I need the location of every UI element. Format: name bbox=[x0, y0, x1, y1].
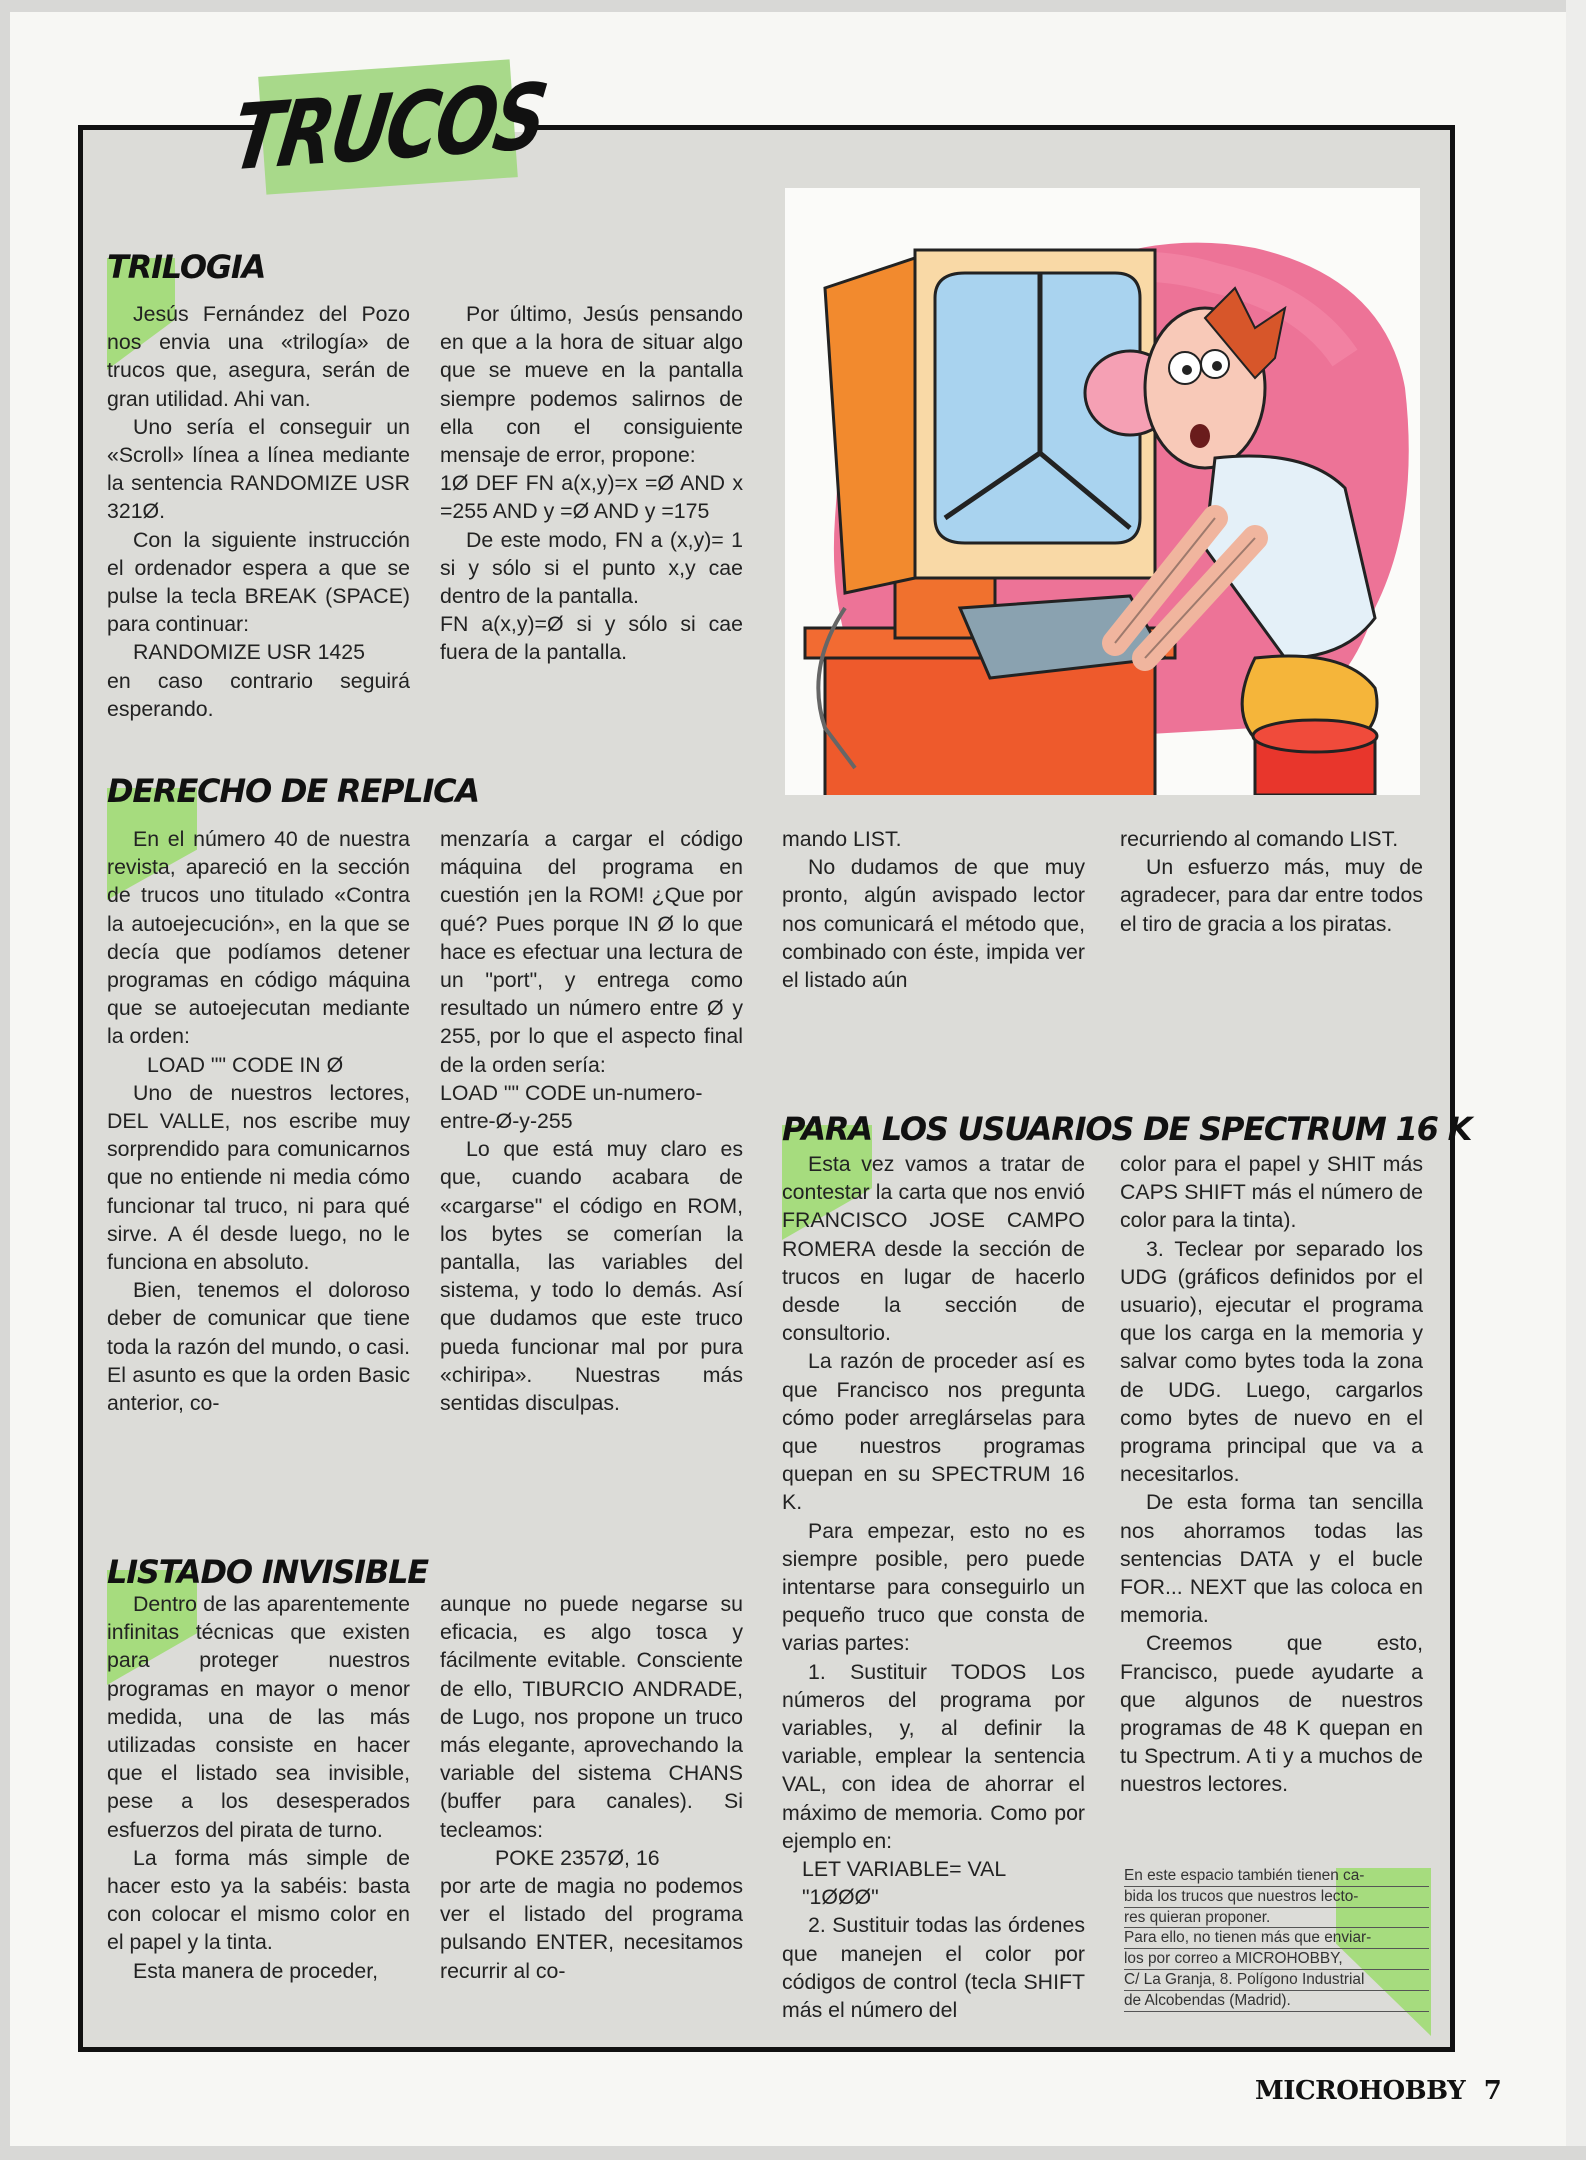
paragraph: Uno sería el conseguir un «Scroll» línea a línea mediante la sentencia RANDOMIZE USR 321Ø. bbox=[107, 414, 410, 524]
paragraph: Bien, tenemos el doloroso deber de comunicar que tiene toda la razón del mundo, o casi. El asunto es que la orden Basic anterior, co- bbox=[107, 1278, 410, 1416]
paragraph: Creemos que esto, Francisco, puede ayudarte a que algunos de nuestros programas de 48 K quepan en tu Spectrum. A ti y a muchos de nuestros lectores. bbox=[1120, 1631, 1423, 1797]
derecho-column-2 bbox=[440, 825, 743, 1417]
code-line: RANDOMIZE USR 1425 bbox=[133, 640, 365, 665]
code-line: LOAD "" CODE un-numero-entre-Ø-y-255 bbox=[440, 1080, 703, 1134]
page-edge-top bbox=[0, 0, 1586, 12]
note-line: En este espacio también tienen ca- bbox=[1124, 1866, 1429, 1887]
cartoon-illustration bbox=[785, 188, 1420, 795]
page-edge-left bbox=[0, 0, 10, 2160]
code-line: LET VARIABLE= VAL "1ØØØ" bbox=[802, 1857, 1006, 1910]
derecho-column-1 bbox=[107, 825, 410, 1417]
list-item: 1. Sustituir TODOS Los números del programa por variables, y, al definir la variable, emplear la sentencia VAL, con idea de ahorrar el máximo de memoria. Como por ejemplo en: bbox=[782, 1659, 1085, 1853]
heading-spectrum-16k: PARA LOS USUARIOS DE SPECTRUM 16 K bbox=[782, 1110, 1472, 1148]
heading-listado-invisible: LISTADO INVISIBLE bbox=[107, 1553, 428, 1591]
page-footer bbox=[1255, 2076, 1501, 2106]
paragraph: aunque no puede negarse su eficacia, es algo tosca y fácilmente evitable. Consciente de ello, TIBURCIO ANDRADE, de Lugo, nos propone un truco más elegante, aprovechando la variable del sistema CHANS (buffer para canales). Si tecleamos: bbox=[440, 1592, 743, 1842]
section-title: TRUCOS bbox=[225, 63, 551, 191]
paragraph: por arte de magia no podemos ver el listado del programa pulsando ENTER, necesitamos recurrir al co- bbox=[440, 1874, 743, 1983]
paragraph: Por último, Jesús pensando en que a la hora de situar algo que se mueve en la pantalla siempre podemos salirnos de ella con el consiguiente mensaje de error, propone: bbox=[440, 302, 743, 468]
paragraph: recurriendo al comando LIST. bbox=[1120, 827, 1399, 851]
page-number: 7 bbox=[1483, 2076, 1502, 2106]
paragraph: mando LIST. bbox=[782, 827, 902, 851]
list-item: 3. Teclear por separado los UDG (gráficos definidos por el usuario), ejecutar el programa que los carga en la memoria y salvar como bytes toda la zona de UDG. Luego, cargarlos como bytes de nuevo en el programa principal que va a necesitarlos. bbox=[1120, 1236, 1423, 1487]
code-line: LOAD "" CODE IN Ø bbox=[147, 1052, 344, 1077]
paragraph: No dudamos de que muy pronto, algún avispado lector nos comunicará el método que, combinado con éste, impida ver el listado aún bbox=[782, 855, 1085, 993]
note-line: Para ello, no tienen más que enviar- bbox=[1124, 1928, 1429, 1949]
paragraph: Esta manera de proceder, bbox=[133, 1958, 379, 1983]
note-line: bida los trucos que nuestros lecto- bbox=[1124, 1887, 1429, 1908]
page-edge-bottom bbox=[0, 2146, 1586, 2160]
magazine-name: MICROHOBBY bbox=[1255, 2076, 1466, 2106]
paragraph: La forma más simple de hacer esto ya la sabéis: basta con colocar el mismo color en el papel y la tinta. bbox=[107, 1845, 410, 1955]
trilogia-column-2 bbox=[440, 300, 743, 667]
paragraph: Dentro de las aparentemente infinitas técnicas que existen para proteger nuestros programas en mayor o menor medida, una de las más utilizadas consiste en hacer que el listado sea invisible, pese a los desesperados esfuerzos del pirata de turno. bbox=[107, 1592, 410, 1842]
paragraph: De este modo, FN a (x,y)= 1 si y sólo si el punto x,y cae dentro de la pantalla. bbox=[440, 527, 743, 609]
heading-trilogia: TRILOGIA bbox=[107, 248, 266, 286]
listado-column-1 bbox=[107, 1590, 410, 1985]
code-line: POKE 2357Ø, 16 bbox=[495, 1845, 660, 1870]
paragraph: Con la siguiente instrucción el ordenador espera a que se pulse la tecla BREAK (SPACE) para continuar: bbox=[107, 527, 410, 637]
paragraph: Un esfuerzo más, muy de agradecer, para dar entre todos el tiro de gracia a los piratas. bbox=[1120, 855, 1423, 936]
paragraph: Jesús Fernández del Pozo nos envia una «trilogía» de trucos que, asegura, serán de gran utilidad. Ahi van. bbox=[107, 302, 410, 411]
code-line: 1Ø DEF FN a(x,y)=x =Ø AND x =255 AND y =Ø AND y =175 bbox=[440, 471, 743, 524]
paragraph: Lo que está muy claro es que, cuando acabara de «cargarse" el código en ROM, los bytes se comerían la pantalla, las variables del sistema, y todo lo demás. Así que dudamos que este truco pueda funcionar mal por pura «chiripa». Nuestras más sentidas disculpas. bbox=[440, 1137, 743, 1416]
paragraph: Esta vez vamos a tratar de contestar la carta que nos envió FRANCISCO JOSE CAMPO ROMERA desde la sección de trucos en lugar de hacerlo desde la sección de consultorio. bbox=[782, 1152, 1085, 1346]
note-line: res quieran proponer. bbox=[1124, 1908, 1429, 1929]
spectrum-column-1 bbox=[782, 1150, 1085, 2024]
paragraph: De esta forma tan sencilla nos ahorramos todas las sentencias DATA y el bucle FOR... NEXT que las coloca en memoria. bbox=[1120, 1490, 1423, 1628]
paragraph: Para empezar, esto no es siempre posible, pero puede intentarse para conseguirlo un pequeño truco que consta de varias partes: bbox=[782, 1518, 1085, 1656]
note-line: de Alcobendas (Madrid). bbox=[1124, 1991, 1429, 2012]
page-edge-right bbox=[1566, 0, 1586, 2160]
paragraph: en caso contrario seguirá esperando. bbox=[107, 668, 410, 721]
spectrum-column-2 bbox=[1120, 1150, 1423, 1799]
paragraph: color para el papel y SHIT más CAPS SHIFT más el número de color para la tinta). bbox=[1120, 1152, 1423, 1233]
paragraph: menzaría a cargar el código máquina del programa en cuestión ¡en la ROM! ¿Que por qué? Pues porque IN Ø lo que hace es efectuar una lectura de un "port", y entrega como resultado un número entre Ø y 255, por lo que el aspecto final de la orden sería: bbox=[440, 827, 743, 1077]
listado-column-2 bbox=[440, 1590, 743, 1985]
paragraph: FN a(x,y)=Ø si y sólo si cae fuera de la pantalla. bbox=[440, 612, 743, 665]
paragraph: En el número 40 de nuestra revista, apareció en la sección de trucos uno titulado «Contra la autoejecución», en la que se decía que podíamos detener programas en código máquina que se autoejecutan mediante la orden: bbox=[107, 827, 410, 1049]
listado-column-3 bbox=[782, 825, 1085, 994]
heading-derecho-de-replica: DERECHO DE REPLICA bbox=[107, 772, 479, 810]
paragraph: Uno de nuestros lectores, DEL VALLE, nos escribe muy sorprendido para comunicarnos que no entiende ni media cómo funcionar tal truco, ni para qué sirve. A él desde luego, no le funciona en absoluto. bbox=[107, 1080, 410, 1275]
trilogia-column-1 bbox=[107, 300, 410, 723]
submission-note bbox=[1124, 1866, 1429, 2012]
illustration-icon bbox=[785, 188, 1420, 795]
listado-column-4 bbox=[1120, 825, 1423, 938]
note-line: C/ La Granja, 8. Polígono Industrial bbox=[1124, 1970, 1429, 1991]
paragraph: La razón de proceder así es que Francisco nos pregunta cómo poder arreglárselas para que nuestros programas quepan en su SPECTRUM 16 K. bbox=[782, 1349, 1085, 1515]
section-title-tag bbox=[225, 59, 551, 194]
list-item: 2. Sustituir todas las órdenes que manejen el color por códigos de control (tecla SHIFT más el número del bbox=[782, 1913, 1085, 2023]
note-line: los por correo a MICROHOBBY, bbox=[1124, 1949, 1429, 1970]
